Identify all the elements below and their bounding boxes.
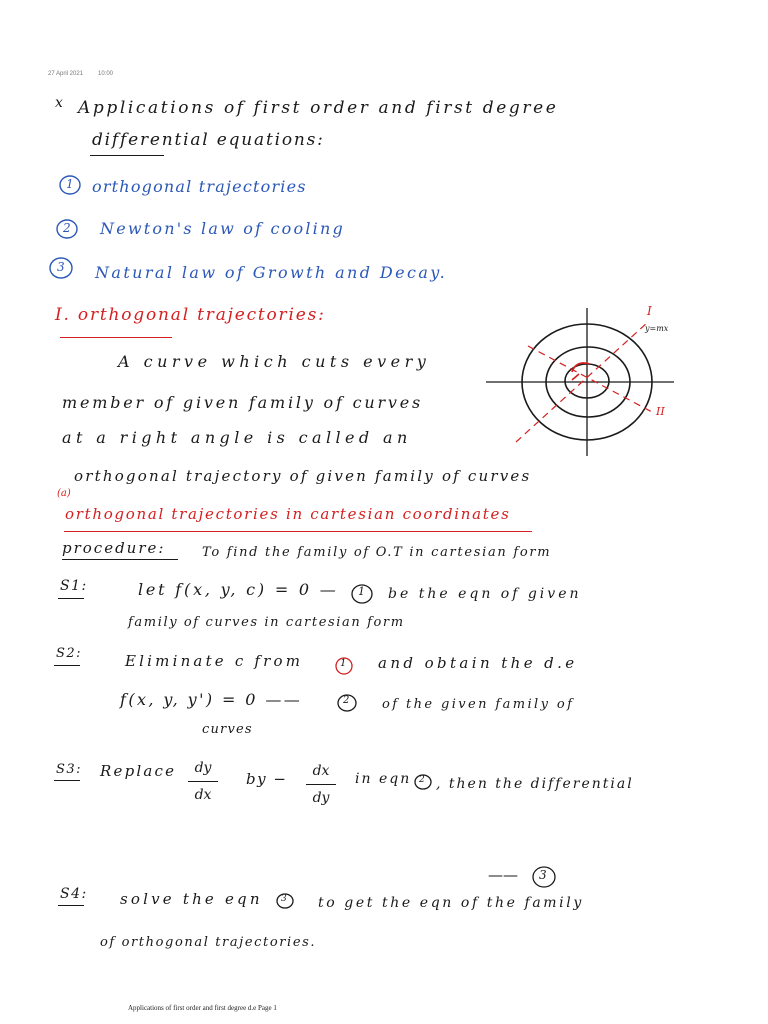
procedure-underline [62,559,178,560]
list-num-1: 1 [66,177,76,191]
procedure-intro: To find the family of O.T in cartesian form [202,545,552,560]
s1-eq-num: 1 [358,585,365,598]
definition-line-2: member of given family of curves [62,393,424,412]
list-num-3: 3 [57,260,67,274]
page-footer: Applications of first order and first degree d.e Page 1 [128,1004,277,1012]
note-date: 27 April 2021 [48,71,84,77]
list-item-2: Newton's law of cooling [100,219,345,238]
s2-line-3: curves [202,722,253,737]
section-heading: I. orthogonal trajectories: [55,305,326,325]
s3-frac1-num: dy [194,760,212,776]
s2-line-1a: Eliminate c from [125,652,304,670]
s3-fraction-dx-dy [304,758,338,811]
s3-label-underline [54,780,80,781]
s2-eq-num: 2 [343,695,350,706]
s3-by: by − [246,770,288,788]
list-num-2: 2 [63,221,73,235]
figure-label-II: II [656,405,665,418]
s4-eq-num: 3 [281,894,287,904]
section-heading-underline [60,337,172,338]
s3-label: S3: [56,762,83,777]
s3-eq-num: 2 [419,775,425,785]
s3-frac1-den: dx [194,787,212,803]
s3-frac2-num: dx [312,763,330,779]
definition-line-4: orthogonal trajectory of given family of curves [74,467,532,485]
eq3-dash: —— [488,866,518,884]
list-item-1: orthogonal trajectories [92,177,307,196]
s1-line-1: let f(x, y, c) = 0 — [138,580,339,599]
s4-label: S4: [60,886,88,902]
s1-line-1b: be the eqn of given [388,586,582,602]
definition-line-3: at a right angle is called an [62,428,412,447]
title-bullet: x [55,95,65,111]
note-time: 10:00 [98,71,114,77]
s2-line-2: f(x, y, y') = 0 —— [120,690,303,709]
s4-line-1b: to get the eqn of the family [318,895,584,911]
list-item-3: Natural law of Growth and Decay. [95,263,448,282]
sub-a-label: (a) [57,488,71,499]
s4-line-2: of orthogonal trajectories. [100,935,317,950]
s2-label-underline [54,665,80,666]
s2-label: S2: [56,646,83,661]
s4-line-1a: solve the eqn [120,890,263,908]
s3-fraction-dy-dx [186,755,220,808]
definition-line-1: A curve which cuts every [118,352,431,371]
procedure-label: procedure: [62,539,166,557]
title-line-1: Applications of first order and first degree [78,98,559,118]
figure-tick [572,374,579,380]
s4-label-underline [58,905,84,906]
s3-frac2-den: dy [312,790,330,806]
sub-a-heading: orthogonal trajectories in cartesian coordinates [65,505,511,523]
s3-text-c: , then the differential [436,776,634,792]
s2-line-2b: of the given family of [382,697,575,712]
s3-text-b: in eqn [355,771,412,787]
s2-ref-num: 1 [340,658,347,669]
sub-a-underline [64,531,532,532]
s2-line-1b: and obtain the d.e [378,654,578,672]
figure-label-I: I [647,304,652,318]
eq3-num: 3 [539,868,547,882]
s3-text-a: Replace [100,762,177,780]
s1-line-2: family of curves in cartesian form [128,615,405,630]
s1-label-underline [58,598,84,599]
figure-equation: y=mx [645,324,669,333]
title-line-2: differential equations: [92,130,325,150]
title-underline [90,155,164,156]
s1-label: S1: [60,578,88,594]
